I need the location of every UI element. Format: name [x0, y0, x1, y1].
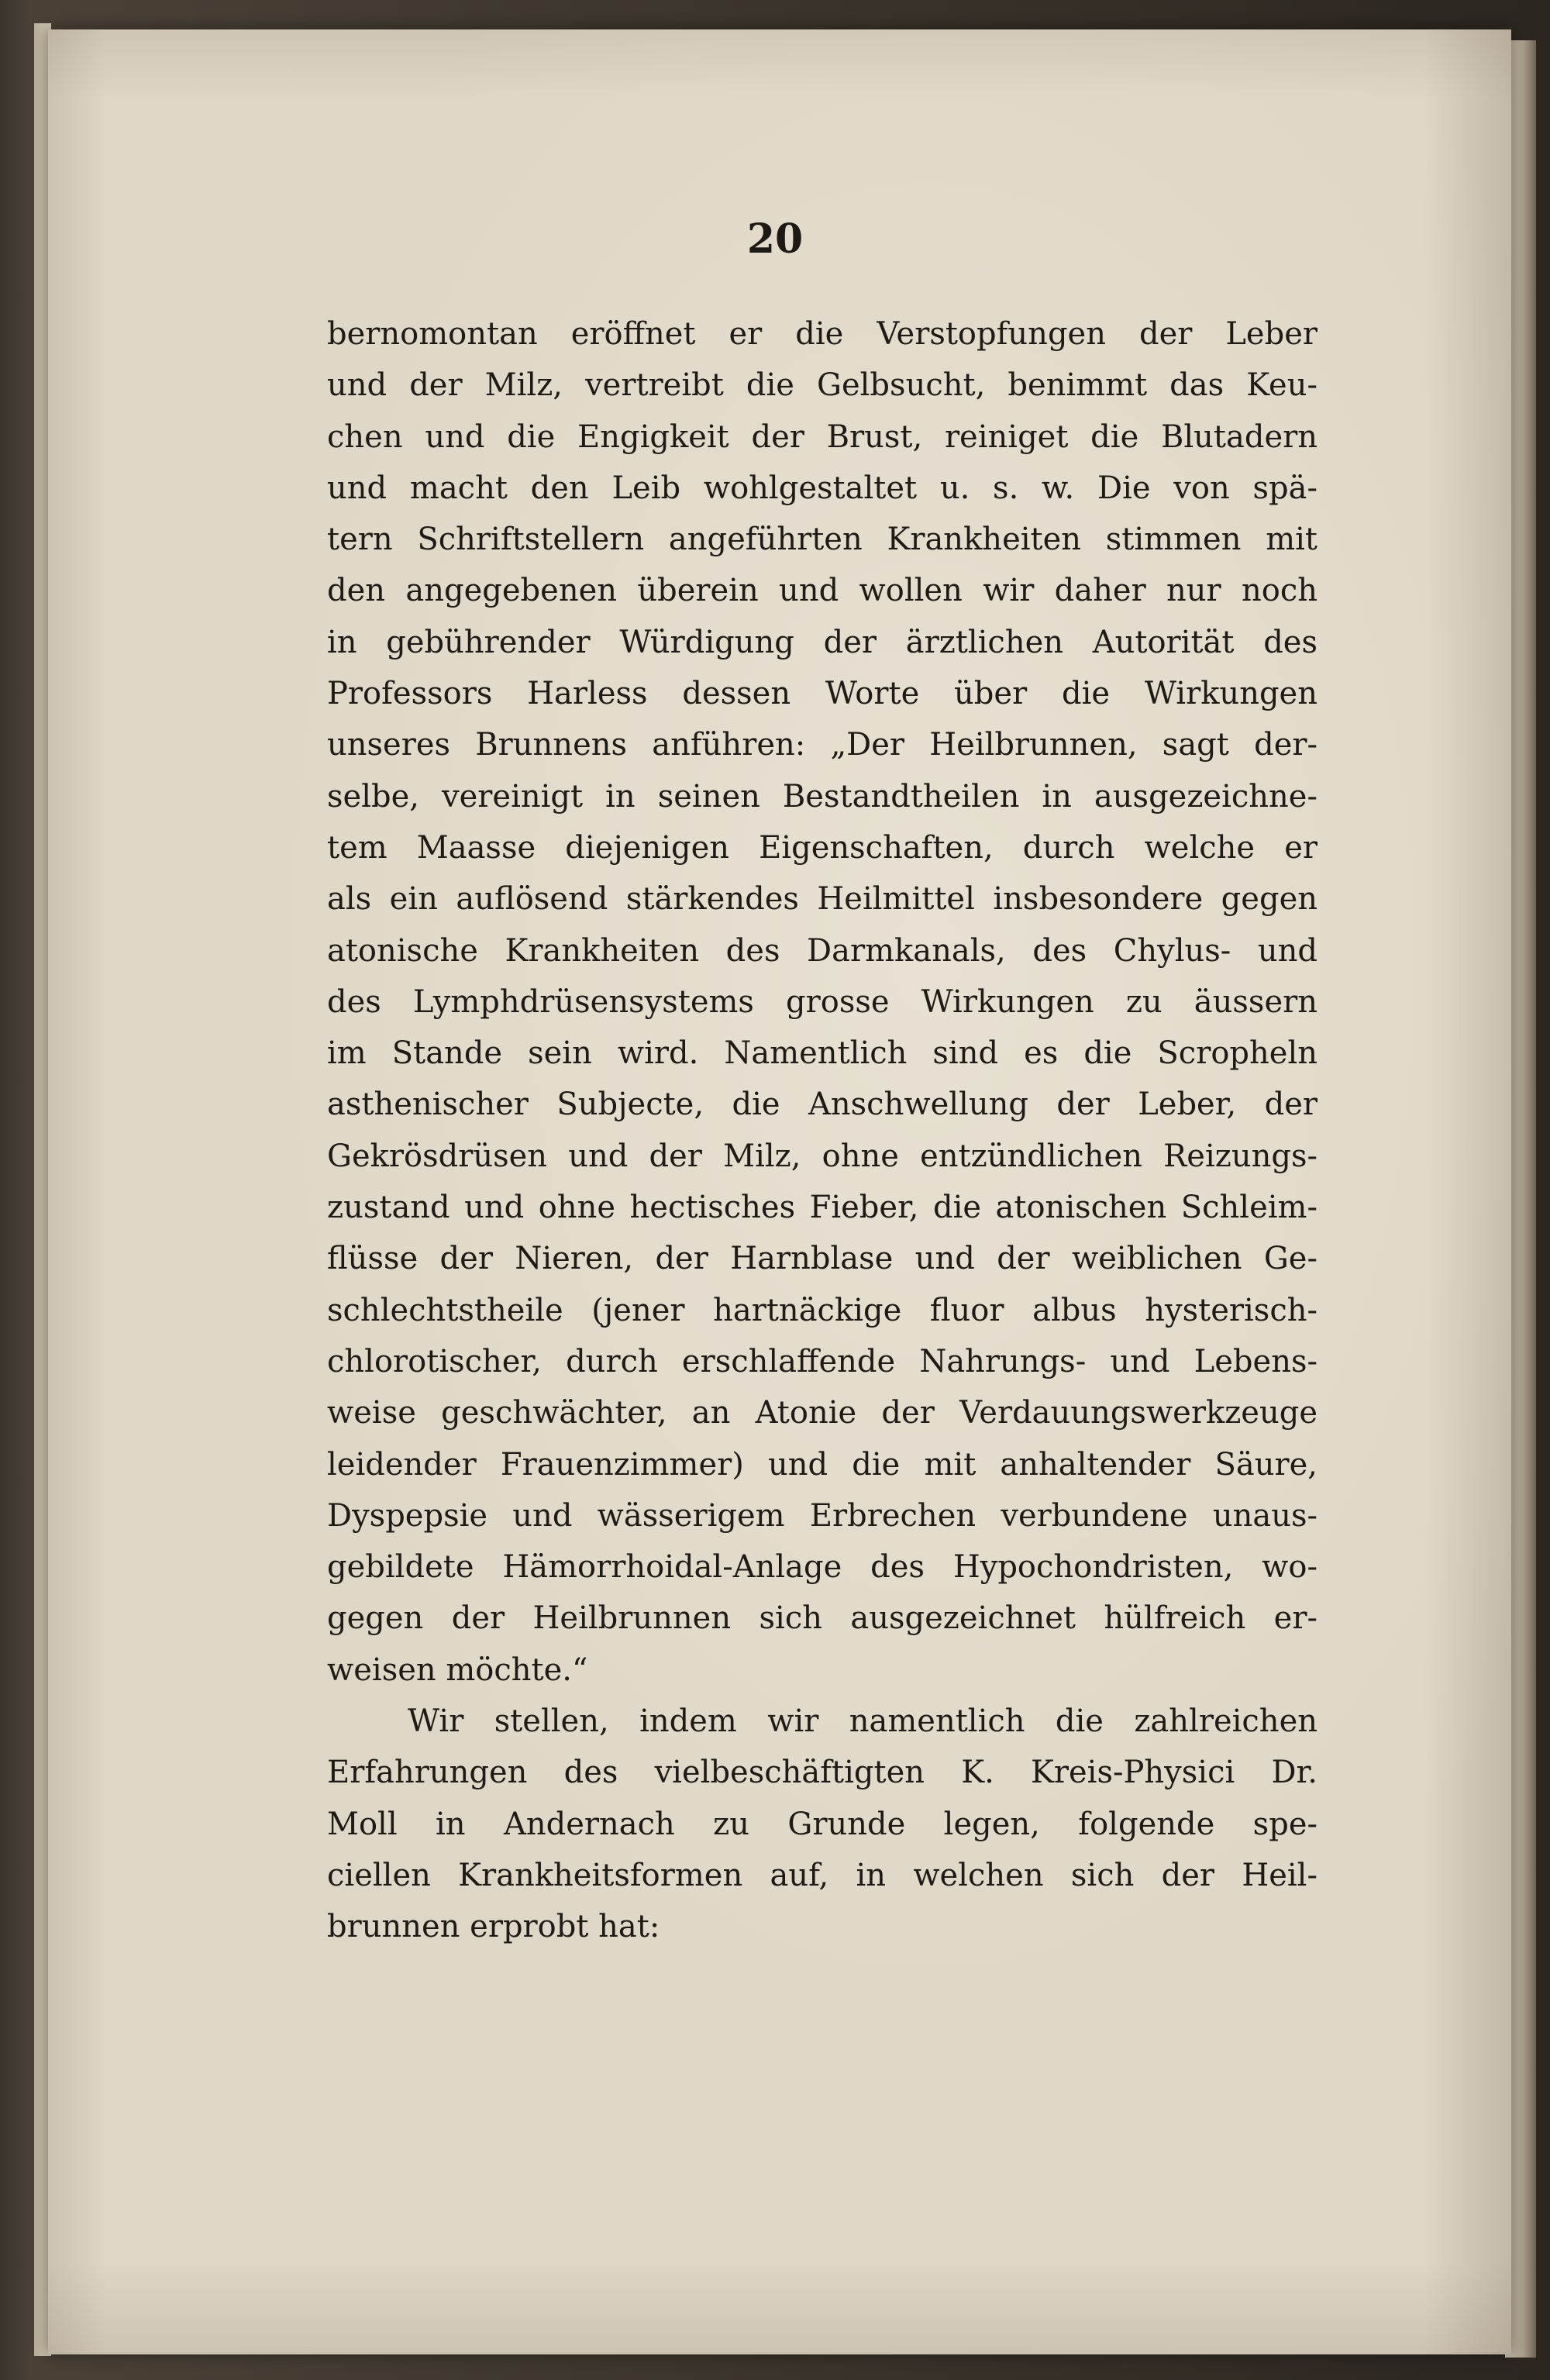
page-number: 20 [746, 215, 804, 263]
text-line: tem Maasse diejenigen Eigenschaften, durch welche er [327, 829, 1318, 866]
text-line: zustand und ohne hectisches Fieber, die atonischen Schleim- [327, 1190, 1318, 1226]
text-line: Moll in Andernach zu Grunde legen, folgende spe- [327, 1806, 1318, 1842]
text-line: den angegebenen überein und wollen wir daher nur noch [327, 573, 1318, 609]
text-line: und macht den Leib wohlgestaltet u. s. w. Die von spä- [327, 470, 1318, 506]
body-text [327, 308, 1318, 1953]
text-line: Wir stellen, indem wir namentlich die zahlreichen [408, 1703, 1318, 1740]
text-line: brunnen erprobt hat: [327, 1909, 660, 1945]
text-line: chlorotischer, durch erschlaffende Nahrungs- und Lebens- [327, 1343, 1318, 1379]
text-line: gegen der Heilbrunnen sich ausgezeichnet hülfreich er- [327, 1600, 1318, 1637]
text-line: flüsse der Nieren, der Harnblase und der weiblichen Ge- [327, 1241, 1318, 1277]
text-line: Erfahrungen des vielbeschäftigten K. Kreis-Physici Dr. [327, 1755, 1318, 1791]
text-line: asthenischer Subjecte, die Anschwellung der Leber, der [327, 1087, 1318, 1123]
text-line: unseres Brunnens anführen: „Der Heilbrunnen, sagt der- [327, 727, 1318, 763]
text-line: Gekrösdrüsen und der Milz, ohne entzündlichen Reizungs- [327, 1138, 1318, 1174]
text-line: weise geschwächter, an Atonie der Verdauungswerkzeuge [327, 1395, 1318, 1431]
text-line: schlechtstheile (jener hartnäckige fluor albus hysterisch- [327, 1292, 1318, 1328]
text-line: gebildete Hämorrhoidal-Anlage des Hypochondristen, wo- [327, 1549, 1318, 1586]
text-line: weisen möchte.“ [327, 1652, 588, 1688]
text-line: und der Milz, vertreibt die Gelbsucht, benimmt das Keu- [327, 367, 1318, 404]
text-line: Dyspepsie und wässerigem Erbrechen verbundene unaus- [327, 1497, 1318, 1534]
text-line: chen und die Engigkeit der Brust, reiniget die Blutadern [327, 418, 1318, 455]
text-line: Professors Harless dessen Worte über die Wirkungen [327, 676, 1318, 712]
text-line: leidender Frauenzimmer) und die mit anhaltender Säure, [327, 1446, 1318, 1483]
text-line: atonische Krankheiten des Darmkanals, des Chylus- und [327, 932, 1318, 969]
text-line: des Lymphdrüsensystems grosse Wirkungen zu äussern [327, 983, 1318, 1020]
text-line: selbe, vereinigt in seinen Bestandtheilen in ausgezeichne- [327, 778, 1318, 815]
text-line: tern Schriftstellern angeführten Krankheiten stimmen mit [327, 522, 1318, 558]
text-line: als ein auflösend stärkendes Heilmittel insbesondere gegen [327, 881, 1318, 918]
text-line: ciellen Krankheitsformen auf, in welchen sich der Heil- [327, 1857, 1318, 1893]
text-line: bernomontan eröffnet er die Verstopfungen der Leber [327, 316, 1318, 352]
text-line: in gebührender Würdigung der ärztlichen Autorität des [327, 624, 1318, 660]
text-line: im Stande sein wird. Namentlich sind es die Scropheln [327, 1035, 1318, 1072]
